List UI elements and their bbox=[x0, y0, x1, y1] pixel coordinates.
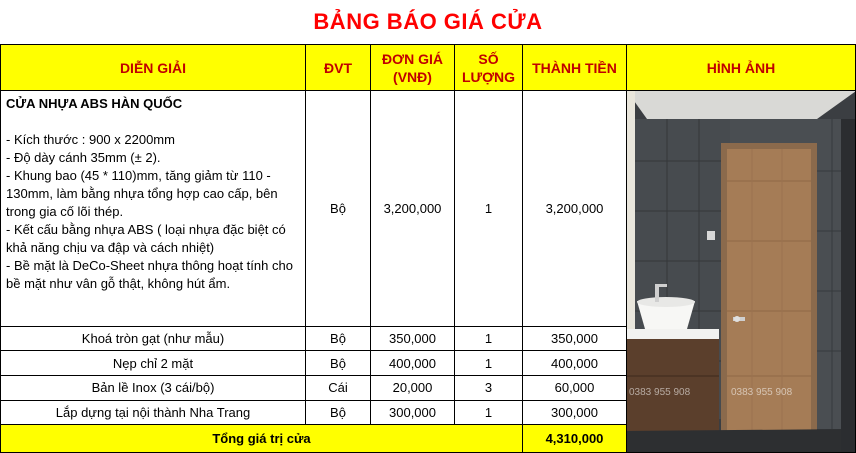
item-unit: Cái bbox=[306, 376, 371, 401]
item-description: Bản lề Inox (3 cái/bộ) bbox=[1, 376, 306, 401]
item-description: Nẹp chỉ 2 mặt bbox=[1, 351, 306, 376]
item-total: 60,000 bbox=[523, 376, 627, 401]
header-row bbox=[1, 45, 856, 91]
photo-watermark: 0383 955 908 bbox=[629, 387, 691, 398]
table-row bbox=[1, 91, 856, 327]
header-price bbox=[371, 45, 455, 91]
item-description: Lắp dựng tại nội thành Nha Trang bbox=[1, 400, 306, 425]
item-unit: Bộ bbox=[306, 351, 371, 376]
main-item-total: 3,200,000 bbox=[523, 91, 627, 327]
photo-watermark: 0383 955 908 bbox=[731, 387, 793, 398]
item-description: Khoá tròn gạt (như mẫu) bbox=[1, 326, 306, 351]
header-qty bbox=[455, 45, 523, 91]
main-item-price: 3,200,000 bbox=[371, 91, 455, 327]
item-unit: Bộ bbox=[306, 400, 371, 425]
main-item-title: CỬA NHỰA ABS HÀN QUỐC bbox=[6, 96, 183, 111]
item-price: 400,000 bbox=[371, 351, 455, 376]
main-item-detail: - Khung bao (45 * 110)mm, tăng giảm từ 110 - 130mm, làm bằng nhựa tổng hợp cao cấp, bên trong gia cố lõi thép. bbox=[6, 168, 278, 219]
item-total: 400,000 bbox=[523, 351, 627, 376]
item-total: 300,000 bbox=[523, 400, 627, 425]
item-total: 350,000 bbox=[523, 326, 627, 351]
item-unit: Bộ bbox=[306, 326, 371, 351]
main-item-detail: - Kết cấu bằng nhựa ABS ( loại nhựa đặc biệt có khả năng chịu va đập và cách nhiệt) bbox=[6, 222, 286, 255]
header-qty-line1: SỐ bbox=[478, 50, 499, 67]
item-price: 350,000 bbox=[371, 326, 455, 351]
header-description: DIỄN GIẢI bbox=[1, 45, 306, 91]
header-qty-line2: LƯỢNG bbox=[461, 68, 516, 85]
main-item-unit: Bộ bbox=[306, 91, 371, 327]
main-item-detail: - Bề mặt là DeCo-Sheet nhựa thông hoạt tính cho bề mặt như vân gỗ thật, không hút ẩm. bbox=[6, 258, 293, 291]
header-price-line2: (VNĐ) bbox=[393, 68, 432, 85]
header-image: HÌNH ẢNH bbox=[627, 45, 856, 91]
main-item-detail: - Kích thước : 900 x 2200mm bbox=[6, 132, 175, 147]
header-total: THÀNH TIỀN bbox=[523, 45, 627, 91]
main-item-description bbox=[1, 91, 306, 327]
door-photo bbox=[627, 91, 855, 452]
item-price: 300,000 bbox=[371, 400, 455, 425]
main-item-qty: 1 bbox=[455, 91, 523, 327]
item-qty: 1 bbox=[455, 326, 523, 351]
total-label: Tổng giá trị cửa bbox=[1, 425, 523, 453]
item-qty: 1 bbox=[455, 400, 523, 425]
total-value: 4,310,000 bbox=[523, 425, 627, 453]
page-title: BẢNG BÁO GIÁ CỬA bbox=[313, 9, 543, 34]
header-unit: ĐVT bbox=[306, 45, 371, 91]
item-qty: 1 bbox=[455, 351, 523, 376]
quote-table bbox=[0, 44, 856, 453]
item-qty: 3 bbox=[455, 376, 523, 401]
item-price: 20,000 bbox=[371, 376, 455, 401]
header-price-line1: ĐƠN GIÁ bbox=[382, 50, 443, 67]
main-item-detail: - Độ dày cánh 35mm (± 2). bbox=[6, 150, 161, 165]
product-photo-cell bbox=[627, 91, 856, 453]
